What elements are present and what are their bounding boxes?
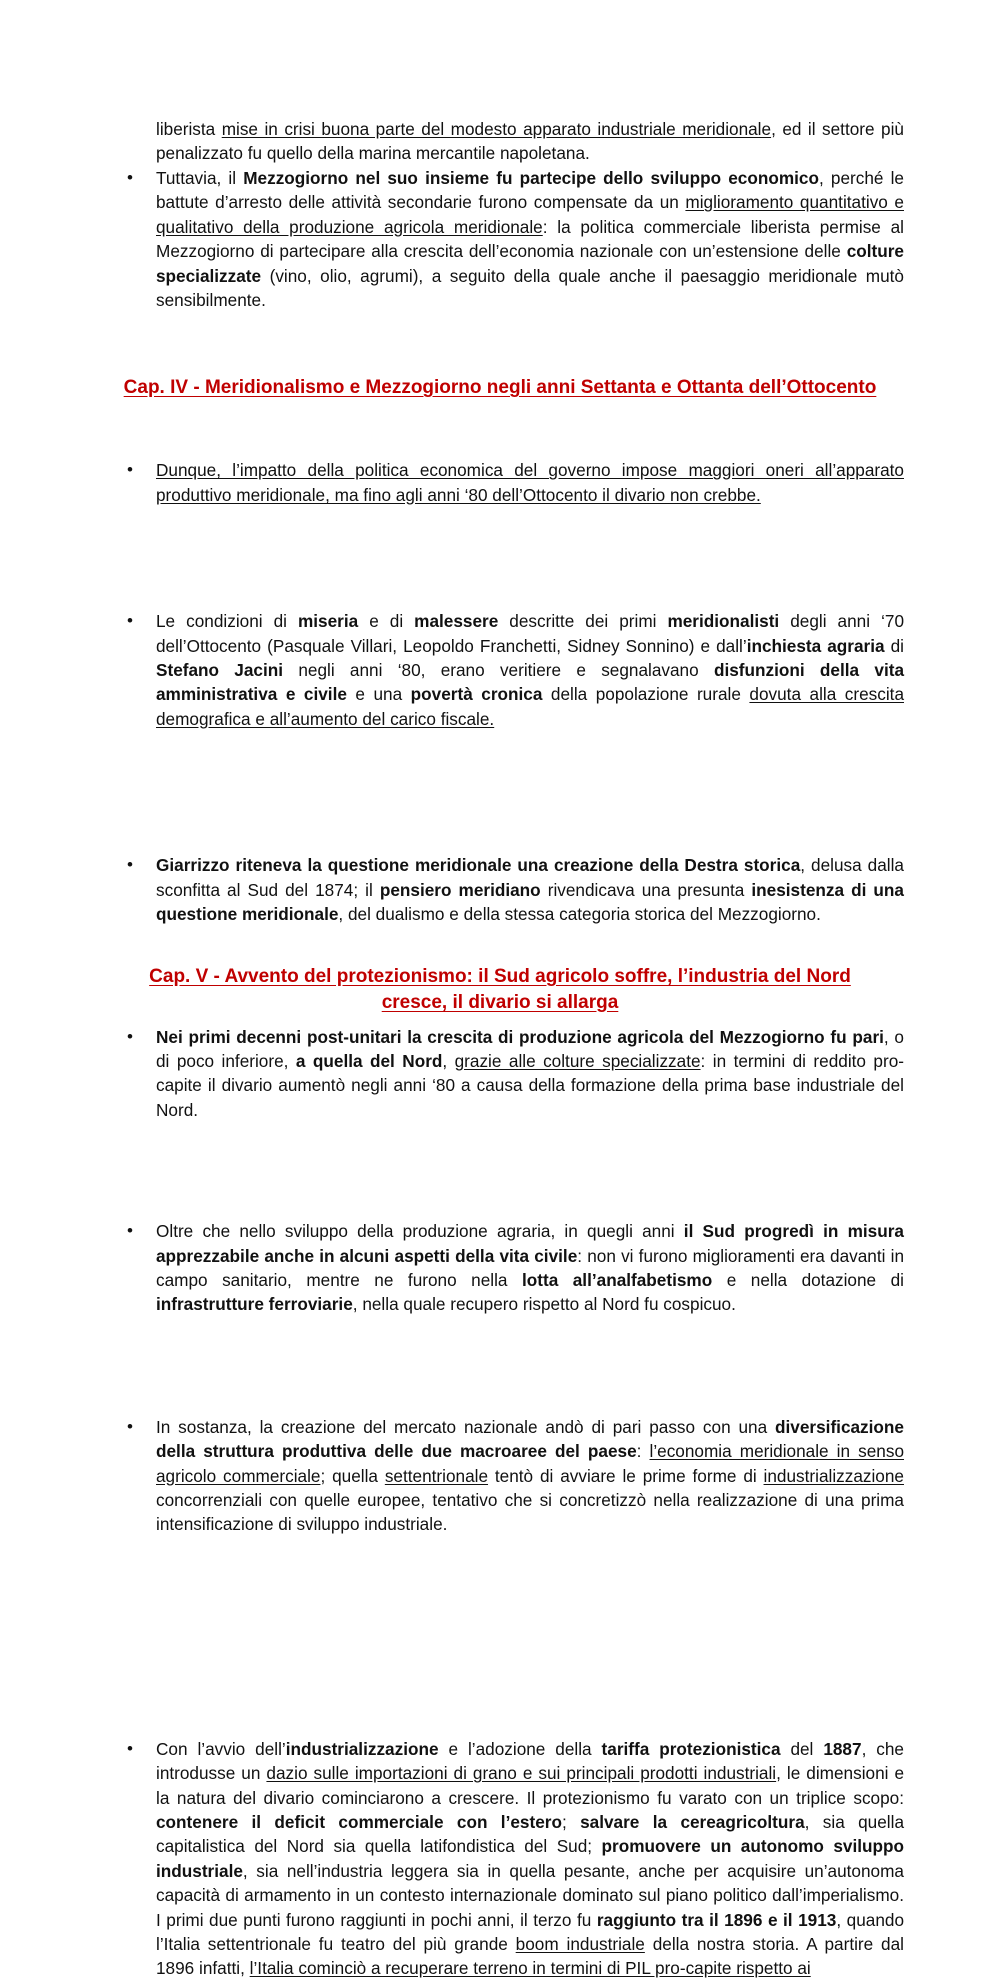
bold-text: miseria xyxy=(297,611,359,632)
bold-text: il Sud progredì in misura apprezzabile anche in alcuni aspetti della vita civile xyxy=(156,1221,904,1266)
bold-text: Nei primi decenni post-unitari la crescita di produzione agricola del Mezzogiorno fu pari xyxy=(156,1026,884,1047)
text-run: , nella quale recupero rispetto al Nord fu cospicuo. xyxy=(352,1294,736,1315)
text-run: , che introdusse un xyxy=(156,1738,904,1784)
text-run: : non vi furono miglioramenti era davanti in campo sanitario, mentre ne furono nella xyxy=(156,1245,905,1290)
text-run: , delusa dalla sconfitta al Sud del 1874; il xyxy=(156,855,904,900)
bold-text: Stefano Jacini xyxy=(156,660,284,681)
text-run: e nella dotazione di xyxy=(712,1269,904,1290)
list-item xyxy=(127,1415,905,1537)
bold-text: raggiunto tra il 1896 e il 1913 xyxy=(596,1909,837,1930)
underlined-text: l’Italia cominciò a recuperare terreno in termini di PIL pro-capite rispetto ai xyxy=(249,1958,811,1979)
bold-text: inchiesta agraria xyxy=(746,635,885,656)
bullet-icon: • xyxy=(127,1026,133,1046)
text-run: , sia quella capitalistica del Nord sia quella latifondistica del Sud; xyxy=(156,1812,904,1857)
text-run: concorrenziali con quelle europee, tentativo che si concretizzò nella realizzazione di una prima intensificazione di sviluppo industriale. xyxy=(156,1489,904,1535)
text-run: della nostra storia. A partire dal 1896 infatti, xyxy=(156,1934,904,1979)
text-run: della popolazione rurale xyxy=(542,684,750,705)
underlined-text: settentrionale xyxy=(384,1465,489,1486)
text-run: , sia nell’industria leggera sia in quella pesante, anche per acquisire un’autonoma capacità di armamento in un contesto internazionale dominato sul piano politico dall’imperialismo. I primi due punti furono raggiunti in pochi anni, il terzo fu xyxy=(156,1860,904,1930)
bold-text: tariffa protezionistica xyxy=(601,1738,781,1759)
underlined-text: Dunque, l’impatto della politica economica del governo impose maggiori oneri all’apparato produttivo meridionale, ma fino agli anni ‘80 dell’Ottocento il divario non crebbe. xyxy=(156,460,904,505)
underlined-text: miglioramento quantitativo e qualitativo della produzione agricola meridionale xyxy=(156,192,904,237)
bold-text: a quella del Nord xyxy=(295,1050,443,1071)
underlined-text: industrializzazione xyxy=(763,1465,904,1486)
underlined-text: dovuta alla crescita demografica e all’aumento del carico fiscale. xyxy=(156,684,904,729)
bold-text: 1887 xyxy=(823,1738,862,1759)
bold-text: Giarrizzo riteneva la questione meridionale una creazione della Destra storica xyxy=(156,855,801,876)
text-run: e di xyxy=(358,611,415,632)
underlined-text: grazie alle colture specializzate xyxy=(454,1050,701,1071)
text-run: , o di poco inferiore, xyxy=(156,1026,904,1071)
underlined-text: mise in crisi buona parte del modesto apparato industriale meridionale xyxy=(221,119,772,139)
text-run: Oltre che nello sviluppo della produzione agraria, in quegli anni xyxy=(156,1221,684,1242)
bullet-icon: • xyxy=(127,1416,133,1436)
bold-text: pensiero meridiano xyxy=(379,879,541,900)
text-run: ; quella xyxy=(320,1465,385,1486)
text-run: , quando l’Italia settentrionale fu teatro del più grande xyxy=(156,1909,904,1955)
text-run: , perché le battute d’arresto delle attività secondarie furono compensate da un xyxy=(156,168,904,213)
text-run: : xyxy=(636,1441,650,1462)
bold-text: inesistenza di una questione meridionale xyxy=(156,879,904,925)
list-item xyxy=(127,609,905,731)
text-run: negli anni ‘80, erano veritiere e segnalavano xyxy=(283,660,714,681)
text-run: : la politica commerciale liberista permise al Mezzogiorno di partecipare alla crescita dell’economia nazionale con un’estensione delle xyxy=(156,216,904,262)
text-run: liberista xyxy=(156,119,222,139)
list-item xyxy=(127,853,904,926)
list-item xyxy=(127,166,904,312)
bold-text: malessere xyxy=(414,611,499,632)
bold-text: industrializzazione xyxy=(285,1738,439,1759)
text-run: Con l’avvio dell’ xyxy=(156,1738,286,1759)
bold-text: promuovere un autonomo sviluppo industriale xyxy=(156,1836,904,1881)
bold-text: meridionalisti xyxy=(667,611,780,632)
text-run: In sostanza, la creazione del mercato nazionale andò di pari passo con una xyxy=(156,1416,776,1437)
bullet-icon: • xyxy=(127,460,133,480)
bold-text: lotta all’analfabetismo xyxy=(521,1269,713,1290)
bold-text: contenere il deficit commerciale con l’estero xyxy=(156,1812,562,1832)
text-run: ; xyxy=(561,1812,581,1832)
text-run: Tuttavia, il xyxy=(156,168,244,188)
chapter-heading: Cap. IV - Meridionalismo e Mezzogiorno negli anni Settanta e Ottanta dell’Ottocento xyxy=(123,377,877,398)
bullet-icon: • xyxy=(127,855,133,875)
text-run: di xyxy=(884,635,904,656)
paragraph-continuation xyxy=(156,117,904,166)
underlined-text: boom industriale xyxy=(515,1934,645,1955)
heading-line: Cap. V - Avvento del protezionismo: il Sud agricolo soffre, l’industria del Nord xyxy=(149,966,851,987)
text-run: descritte dei primi xyxy=(498,611,668,632)
text-run: degli anni ‘70 dell’Ottocento (Pasquale Villari, Leopoldo Franchetti, Sidney Sonnino) e dall’ xyxy=(156,611,905,656)
text-run: , le dimensioni e la natura del divario cominciarono a crescere. Il protezionismo fu varato con un triplice scopo: xyxy=(156,1763,905,1808)
bold-text: colture specializzate xyxy=(156,241,904,286)
text-run: , xyxy=(442,1050,455,1071)
bullet-icon: • xyxy=(127,1221,133,1241)
bullet-icon: • xyxy=(127,168,133,187)
list-item xyxy=(127,1219,905,1317)
bold-text: diversificazione della struttura produttiva delle due macroaree del paese xyxy=(156,1416,904,1462)
list-item xyxy=(127,1025,904,1123)
text-run: rivendicava una presunta xyxy=(540,879,752,900)
bold-text: salvare la cereagricoltura xyxy=(580,1812,805,1832)
text-run: Le condizioni di xyxy=(156,611,298,632)
heading-line: cresce, il divario si allarga xyxy=(381,991,619,1013)
bullet-icon: • xyxy=(127,1738,133,1758)
underlined-text: l’economia meridionale in senso agricolo commerciale xyxy=(156,1441,905,1486)
text-run: , ed il settore più penalizzato fu quello della marina mercantile napoletana. xyxy=(156,119,904,164)
bullet-icon: • xyxy=(127,611,133,631)
text-run: del xyxy=(780,1738,824,1759)
chapter-heading xyxy=(96,964,904,1015)
text-run: (vino, olio, agrumi), a seguito della quale anche il paesaggio meridionale mutò sensibilmente. xyxy=(156,265,904,311)
text-run: tentò di avviare le prime forme di xyxy=(488,1465,764,1486)
bold-text: disfunzioni della vita amministrativa e civile xyxy=(156,660,904,705)
text-run: , del dualismo e della stessa categoria storica del Mezzogiorno. xyxy=(338,904,821,925)
text-run: e una xyxy=(346,684,411,705)
text-run: e l’adozione della xyxy=(438,1738,602,1759)
bold-text: povertà cronica xyxy=(410,684,543,705)
bold-text: infrastrutture ferroviarie xyxy=(156,1294,353,1315)
list-item xyxy=(127,458,904,507)
bold-text: Mezzogiorno nel suo insieme fu partecipe dello sviluppo economico xyxy=(243,168,819,188)
underlined-text: dazio sulle importazioni di grano e sui principali prodotti industriali xyxy=(266,1763,777,1784)
list-item xyxy=(127,1737,905,1981)
text-run: : in termini di reddito pro-capite il divario aumentò negli anni ‘80 a causa della formazione della prima base industriale del Nord. xyxy=(156,1050,904,1120)
